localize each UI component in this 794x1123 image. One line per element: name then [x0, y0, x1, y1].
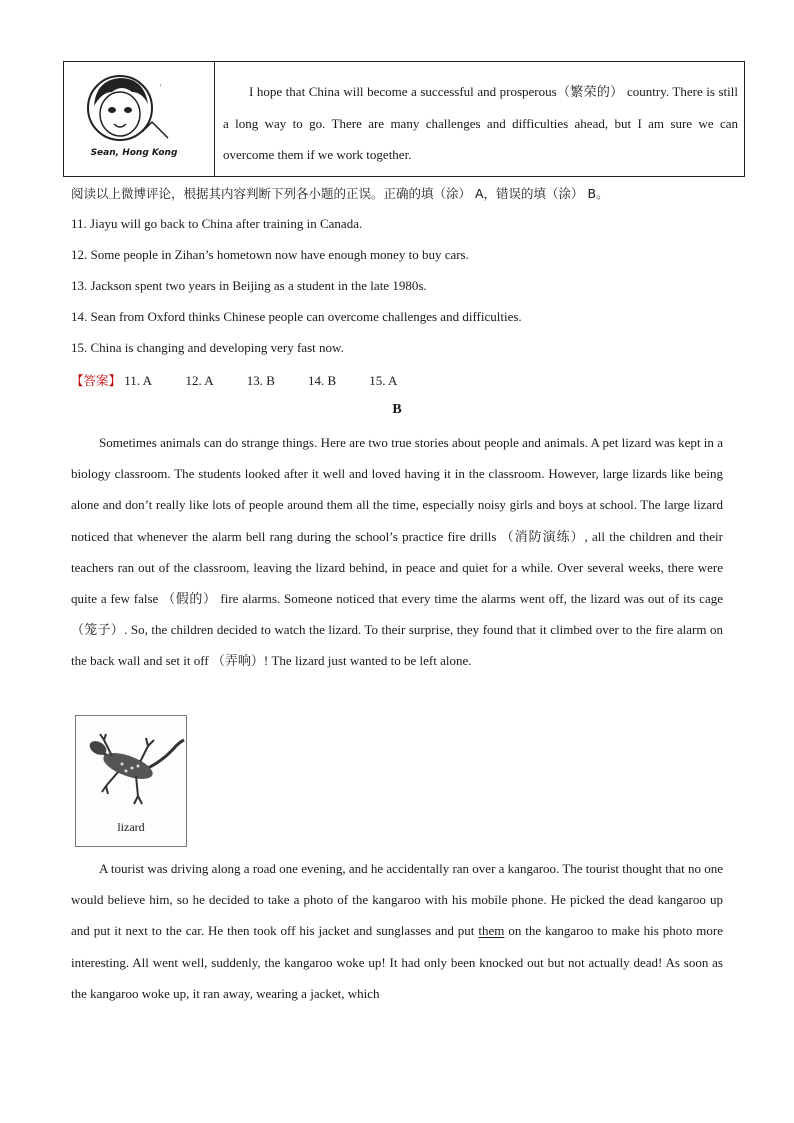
answer-item: 11. A [124, 373, 152, 388]
underlined-word: them [478, 923, 505, 939]
avatar-caption: Sean, Hong Kong [90, 148, 178, 158]
comment-text: I hope that China will become a successful and prosperous（繁荣的） country. There is still a long way to go. There are many challenges and difficulties ahead, but I am sure we can overcome them if we work together. [223, 84, 738, 162]
lizard-image [75, 715, 187, 847]
passage-paragraph-2 [71, 853, 723, 1009]
answer-item: 12. A [185, 373, 214, 388]
paragraph-1-text: Sometimes animals can do strange things. Here are two true stories about people and animals. A pet lizard was kept in a biology classroom. The students looked after it well and loved having it in the classroom. However, large lizards like being alone and don’t really like lots of people around them all the time, especially noisy girls and boys at school. The large lizard noticed that whenever the alarm bell rang during the school’s practice fire drills （消防演练）, all the children and their teachers ran out of the classroom, leaving the lizard behind, in peace and quiet for a while. Over several weeks, there were quite a few false （假的） fire alarms. Someone noticed that every time the alarms went off, the lizard was out of its cage （笼子）. So, the children decided to watch the lizard. To their surprise, they found that it climbed over to the fire alarm on the back wall and set it off （弄响）! The lizard just wanted to be left alone. [71, 435, 723, 669]
instruction: 阅读以上微博评论，根据其内容判断下列各小题的正误。正确的填（涂） A，错误的填（涂） B。 [71, 186, 609, 201]
question-15: 15. China is changing and developing very fast now. [71, 340, 344, 355]
answer-item: 15. A [369, 373, 398, 388]
avatar-cell [64, 62, 215, 176]
lizard-icon [76, 716, 186, 816]
question-11: 11. Jiayu will go back to China after training in Canada. [71, 216, 363, 231]
svg-text:': ' [160, 83, 162, 92]
question-12: 12. Some people in Zihan’s hometown now have enough money to buy cars. [71, 247, 469, 262]
answer-item: 13. B [246, 373, 275, 388]
question-13: 13. Jackson spent two years in Beijing as a student in the late 1980s. [71, 278, 427, 293]
section-heading: B [392, 402, 402, 417]
passage-paragraph-1 [71, 427, 723, 677]
avatar [82, 70, 212, 150]
comment-table [63, 61, 745, 177]
answer-line [71, 371, 397, 389]
paragraph-2-text-end: on the kangaroo to make his photo more interesting. All went well, suddenly, the kangaroo woke up! It had only been knocked out but not actually dead! As soon as the kangaroo woke up, it ran away, wearing a jacket, which [71, 923, 723, 1001]
question-14: 14. Sean from Oxford thinks Chinese people can overcome challenges and difficulties. [71, 309, 522, 324]
lizard-caption: lizard [117, 820, 145, 834]
answer-item: 14. B [308, 373, 337, 388]
paragraph-2-text: A tourist was driving along a road one evening, and he accidentally ran over a kangaroo. The tourist thought that no one would believe him, so he decided to take a photo of the kangaroo with his mobile phone. He picked the dead kangaroo up and put it next to the car. He then took off his jacket and sunglasses and put [71, 861, 723, 939]
answer-tag: 【答案】 [71, 373, 122, 388]
